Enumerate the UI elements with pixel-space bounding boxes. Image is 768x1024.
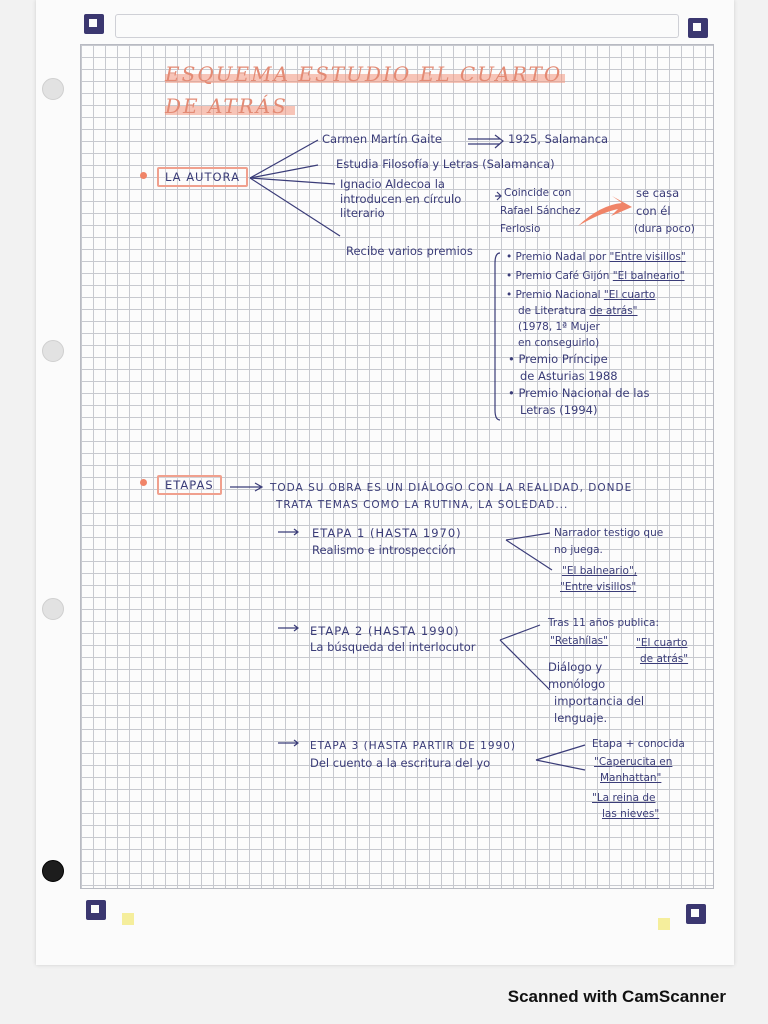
bullet-dot <box>140 172 147 179</box>
page-title-line2: DE ATRÁS <box>165 94 288 118</box>
coincide-line: Ferlosio <box>500 223 541 235</box>
autora-item-name: Carmen Martín Gaite <box>322 132 442 146</box>
autora-item-aldecoa: Ignacio Aldecoa la <box>340 177 445 191</box>
etapa2-sub: La búsqueda del interlocutor <box>310 640 476 654</box>
etapa3-right: Manhattan" <box>600 772 662 784</box>
autora-tag: LA AUTORA <box>157 167 248 187</box>
etapa1-right: no juega. <box>554 544 603 556</box>
etapa1-right: Narrador testigo que <box>554 527 664 539</box>
scanner-watermark: Scanned with CamScanner <box>507 987 726 1006</box>
premio-line: • Premio Nacional "El cuarto <box>506 289 656 301</box>
etapa1-sub: Realismo e introspección <box>312 543 456 557</box>
etapa2-right: Diálogo y <box>548 660 603 674</box>
premio-line: en conseguirlo) <box>518 337 600 349</box>
autora-item-literario: literario <box>340 206 385 220</box>
autora-birth: 1925, Salamanca <box>508 132 609 146</box>
etapa2-right: lenguaje. <box>554 711 608 725</box>
etapa1-right: "El balneario", <box>562 565 638 577</box>
premio-line: • Premio Nacional de las <box>508 386 650 400</box>
premio-line: (1978, 1ª Mujer <box>518 321 600 333</box>
coincide-line: Rafael Sánchez <box>500 205 581 217</box>
casa-line: (dura poco) <box>634 223 695 235</box>
casa-line: se casa <box>636 186 680 200</box>
coincide-line: Coincide con <box>504 187 572 199</box>
page-title: ESQUEMA ESTUDIO EL CUARTO <box>165 62 563 86</box>
autora-item-introducen: introducen en círculo <box>340 192 462 206</box>
etapas-tag: ETAPAS <box>157 475 222 495</box>
etapa2-right: Tras 11 años publica: <box>548 617 660 629</box>
etapa3-right: "Caperucita en <box>594 756 673 768</box>
etapa3-right: las nieves" <box>602 808 660 820</box>
etapa2-right: de atrás" <box>640 653 689 665</box>
premio-line: • Premio Príncipe <box>508 352 608 366</box>
etapa3-right: Etapa + conocida <box>592 738 685 750</box>
bullet-dot <box>140 479 147 486</box>
etapa1-title: ETAPA 1 (HASTA 1970) <box>312 526 462 540</box>
etapa2-title: ETAPA 2 (HASTA 1990) <box>310 624 460 638</box>
premio-line: de Literatura de atrás" <box>518 305 638 317</box>
premio-line: • Premio Nadal por "Entre visillos" <box>506 251 686 263</box>
casa-line: con él <box>636 204 671 218</box>
premio-line: Letras (1994) <box>520 403 598 417</box>
autora-item-estudia: Estudia Filosofía y Letras (Salamanca) <box>336 157 555 171</box>
etapa2-right: monólogo <box>548 677 606 691</box>
etapa3-title: ETAPA 3 (HASTA PARTIR DE 1990) <box>310 740 516 752</box>
etapa2-right: "El cuarto <box>636 637 688 649</box>
etapa2-right: "Retahílas" <box>550 635 608 647</box>
etapa3-right: "La reina de <box>592 792 656 804</box>
etapas-intro: TRATA TEMAS COMO LA RUTINA, LA SOLEDAD... <box>276 499 569 511</box>
autora-item-premios: Recibe varios premios <box>346 244 473 258</box>
premio-line: de Asturias 1988 <box>520 369 618 383</box>
premio-line: • Premio Café Gijón "El balneario" <box>506 270 685 282</box>
etapa1-right: "Entre visillos" <box>560 581 637 593</box>
etapa2-right: importancia del <box>554 694 645 708</box>
etapa3-sub: Del cuento a la escritura del yo <box>310 756 491 770</box>
etapas-intro: TODA SU OBRA ES UN DIÁLOGO CON LA REALIDAD, DONDE <box>270 482 633 494</box>
